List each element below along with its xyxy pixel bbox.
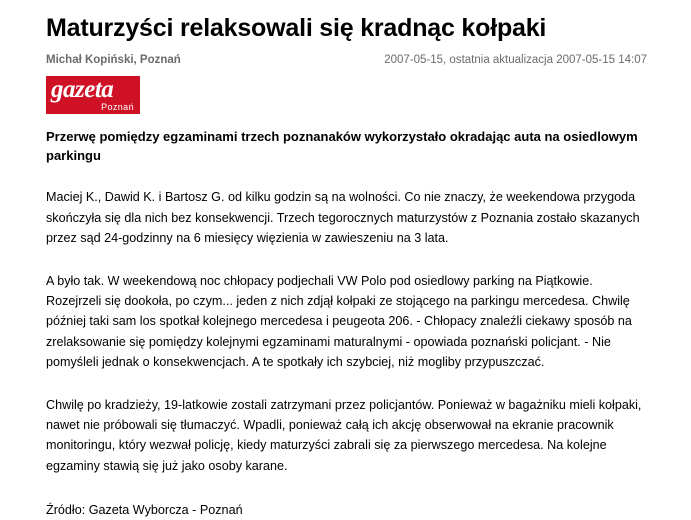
gazeta-logo[interactable] [46,76,140,114]
article-paragraph: Maciej K., Dawid K. i Bartosz G. od kilku godzin są na wolności. Co nie znaczy, że weekendowa przygoda skończyła się dla nich bez konsekwencji. Trzech tegorocznych maturzystów z Poznania zostało skazanych przez sąd 24-godzinny na 6 miesięcy więzienia w zawieszeniu na 3 lata. [46,190,640,246]
article-lead: Przerwę pomiędzy egzaminami trzech poznanaków wykorzystało okradając auta na osiedlowym parkingu [46,128,638,163]
article-byline: Michał Kopiński, Poznań [46,53,181,66]
page-title: Maturzyści relaksowali się kradnąc kołpaki [46,14,547,42]
publisher-logo-wrap [46,76,647,114]
gazeta-logo-city: Poznań [101,101,134,112]
article-source: Źródło: Gazeta Wyborcza - Poznań [46,503,243,518]
article-dateline: 2007-05-15, ostatnia aktualizacja 2007-05-15 14:07 [384,53,647,66]
article-paragraph: A było tak. W weekendową noc chłopacy podjechali VW Polo pod osiedlowy parking na Piątkowie. Rozejrzeli się dookoła, po czym... jeden z nich zdjął kołpaki ze stojącego na parkingu mercedesa. Chwilę później taki sam los spotkał kolejnego mercedesa i peugeota 206. - Chłopacy znaleźli ciekawy sposób na zrelaksowanie się pomiędzy kolejnymi egzaminami maturalnymi - opowiada poznański policjant. - Nie pomyśleli jednak o konsekwencjach. A te spotkały ich szybciej, niż mogliby przypuszczać. [46,273,632,370]
article-meta [46,54,647,66]
gazeta-logo-wordmark: gazeta [51,75,114,103]
article-paragraph: Chwilę po kradzieży, 19-latkowie zostali zatrzymani przez policjantów. Ponieważ w bagażniku mieli kołpaki, nawet nie próbowali się tłumaczyć. Wpadli, ponieważ całą ich akcję obserwował na ekranie pracownik monitoringu, który wezwał policję, kiedy maturzyści zabrali się za pierwszego mercedesa. Na kolejne egzaminy stawią się już jako osoby karane. [46,397,642,473]
